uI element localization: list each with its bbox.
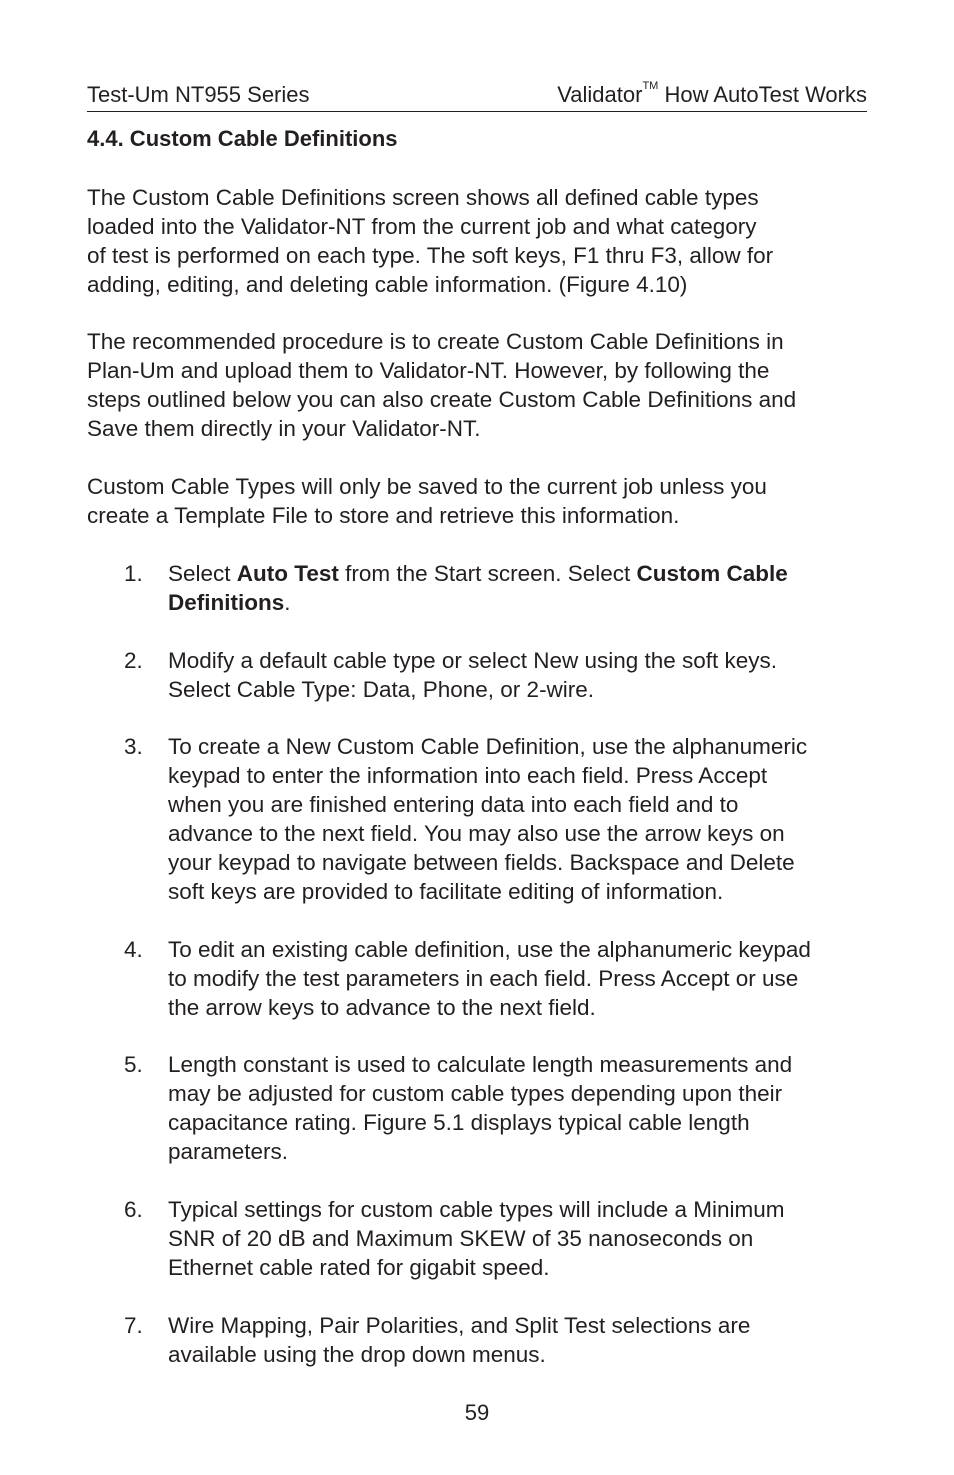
step-text-run: from the Start screen. Select [338, 561, 637, 586]
paragraph-line: Plan-Um and upload them to Validator-NT. However, by following the [87, 358, 770, 383]
paragraph-line: loaded into the Validator-NT from the current job and what category [87, 214, 757, 239]
step-line: advance to the next field. You may also use the arrow keys on [168, 821, 785, 846]
step-line: the arrow keys to advance to the next field. [168, 995, 596, 1020]
page-header [87, 82, 867, 112]
trademark-mark: TM [642, 80, 659, 92]
step-line: Select Cable Type: Data, Phone, or 2-wire. [168, 677, 595, 702]
step-line [168, 559, 868, 588]
header-series-title: Test-Um NT955 Series [87, 82, 310, 107]
step-number: 1. [124, 561, 143, 586]
paragraph-line: Save them directly in your Validator-NT. [87, 416, 481, 441]
step-line: may be adjusted for custom cable types depending upon their [168, 1081, 783, 1106]
step-line: soft keys are provided to facilitate editing of information. [168, 879, 724, 904]
step-line: Modify a default cable type or select New using the soft keys. [168, 648, 778, 673]
step-text-run: Select [168, 561, 237, 586]
paragraph-line: The recommended procedure is to create Custom Cable Definitions in [87, 329, 784, 354]
step-line: keypad to enter the information into each field. Press Accept [168, 763, 768, 788]
step-line: your keypad to navigate between fields. Backspace and Delete [168, 850, 795, 875]
header-product-name: Validator [557, 82, 643, 107]
page-number: 59 [464, 1400, 490, 1425]
step-number: 6. [124, 1197, 143, 1222]
step-line [168, 588, 868, 617]
step-number: 2. [124, 648, 143, 673]
paragraph-line: The Custom Cable Definitions screen shows all defined cable types [87, 185, 759, 210]
step-text [168, 1050, 868, 1166]
step-line: when you are finished entering data into each field and to [168, 792, 739, 817]
step-line: Length constant is used to calculate length measurements and [168, 1052, 793, 1077]
step-number: 3. [124, 734, 143, 759]
step-text [168, 935, 868, 1022]
step-text [168, 1311, 868, 1369]
step-line: To create a New Custom Cable Definition, use the alphanumeric [168, 734, 808, 759]
step-number: 4. [124, 937, 143, 962]
step-line: Typical settings for custom cable types will include a Minimum [168, 1197, 785, 1222]
step-text [168, 559, 868, 617]
step-number: 5. [124, 1052, 143, 1077]
step-line: SNR of 20 dB and Maximum SKEW of 35 nanoseconds on [168, 1226, 754, 1251]
step-text [168, 732, 868, 906]
paragraph-intro [87, 183, 867, 299]
step-line: To edit an existing cable definition, use the alphanumeric keypad [168, 937, 811, 962]
step-text [168, 646, 868, 704]
header-chapter-title [557, 82, 867, 108]
paragraph-line: Custom Cable Types will only be saved to the current job unless you [87, 474, 767, 499]
paragraph-template-note [87, 472, 867, 530]
paragraph-line: adding, editing, and deleting cable information. (Figure 4.10) [87, 272, 688, 297]
step-line: Wire Mapping, Pair Polarities, and Split Test selections are [168, 1313, 751, 1338]
paragraph-line: steps outlined below you can also create Custom Cable Definitions and [87, 387, 797, 412]
step-bold-run: Custom Cable [636, 561, 788, 586]
step-text [168, 1195, 868, 1282]
step-number: 7. [124, 1313, 143, 1338]
header-chapter-name: How AutoTest Works [658, 82, 867, 107]
step-line: capacitance rating. Figure 5.1 displays typical cable length [168, 1110, 750, 1135]
paragraph-line: create a Template File to store and retrieve this information. [87, 503, 680, 528]
paragraph-procedure [87, 327, 867, 443]
step-text-run: . [284, 590, 291, 615]
step-line: Ethernet cable rated for gigabit speed. [168, 1255, 550, 1280]
paragraph-line: of test is performed on each type. The soft keys, F1 thru F3, allow for [87, 243, 774, 268]
step-line: available using the drop down menus. [168, 1342, 546, 1367]
step-bold-run: Auto Test [236, 561, 339, 586]
step-line: parameters. [168, 1139, 289, 1164]
section-title: 4.4. Custom Cable Definitions [87, 126, 398, 151]
step-line: to modify the test parameters in each field. Press Accept or use [168, 966, 799, 991]
step-bold-run: Definitions [168, 590, 285, 615]
